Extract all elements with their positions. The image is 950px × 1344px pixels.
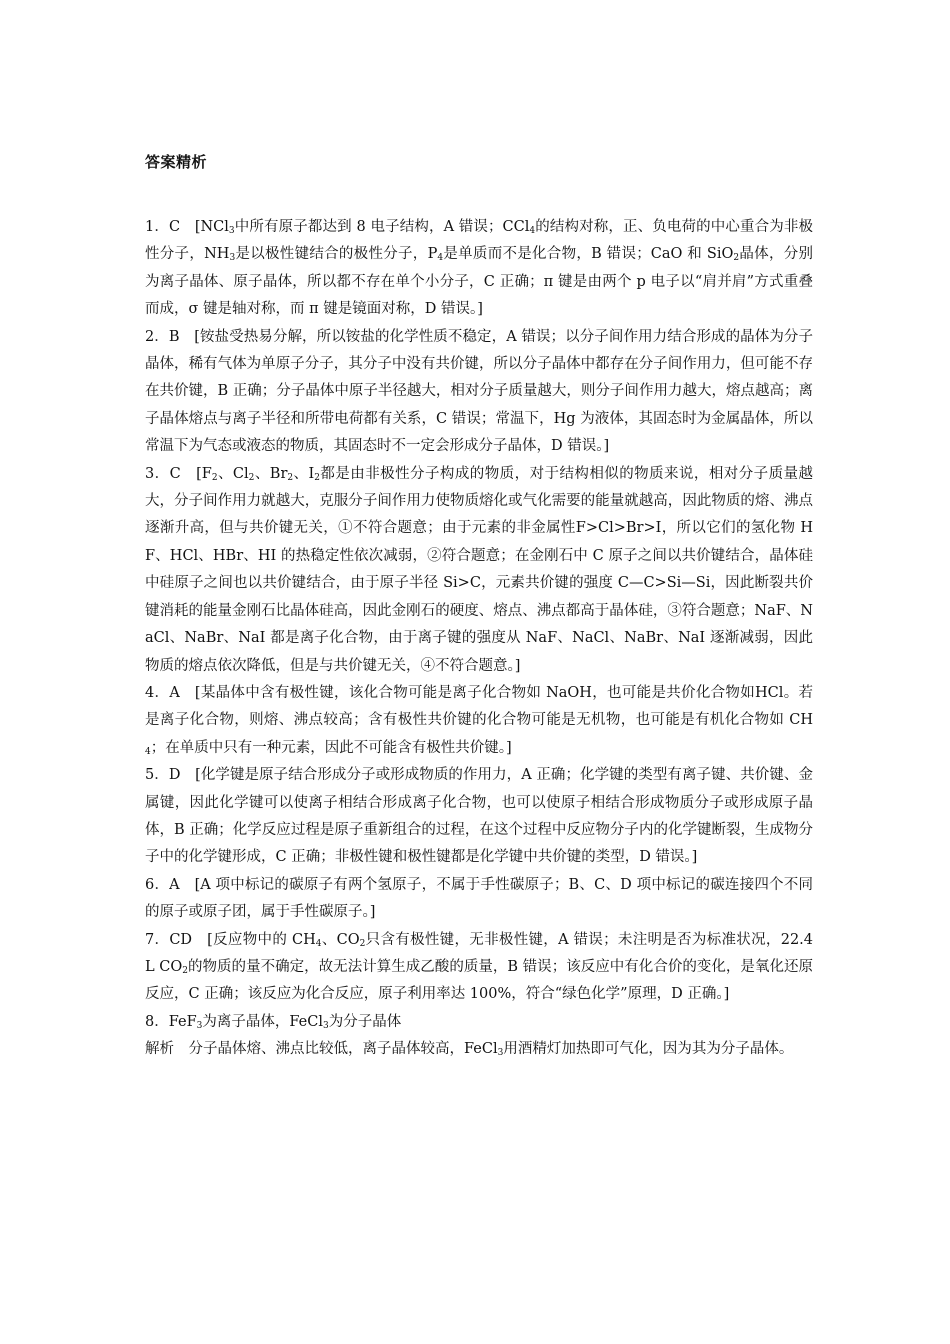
- answer-8: 8．FeF$_3$为离子晶体，FeCl$_3$为分子晶体: [145, 1013, 402, 1031]
- page-title: 答案精析: [145, 153, 208, 171]
- answer-3: 3．C [$F_2$、$Cl_2$、$Br_2$、$I_2$都是由非极性分子构成的物质，对于结构相似的物质来说，相对分子质量越大，分子间作用力就越大，克服分子间作用力使物质熔化或气化需要的能量就越高，因此物质的熔、沸点逐渐升高，但与共价键无关，①不符合题意；由于元素的非金属性F>Cl>Br>I，所以它们的氢化物 HF、HCl、HBr、HI 的热稳定性依次减弱，②符合题意；在金刚石中 C 原子之间以共价键结合，晶体硅中硅原子之间也以共价键结合，由于原子半径 Si>C，元素共价键的强度 C—C>Si—Si，因此断裂共价键消耗的能量金刚石比晶体硅高，因此金刚石的硬度、熔点、沸点都高于晶体硅，③符合题意；NaF、NaCl、NaBr、NaI 都是离子化合物，由于离子键的强度从 NaF、NaCl、NaBr、NaI 逐渐减弱，因此物质的熔点依次降低，但是与共价键无关，④不符合题意。]: [145, 465, 813, 674]
- answer-8-explanation: 解析 分子晶体熔、沸点比较低，离子晶体较高，FeCl$_3$用酒精灯加热即可气化，因为其为分子晶体。: [145, 1041, 794, 1059]
- answer-2: 2．B [铵盐受热易分解，所以铵盐的化学性质不稳定，A 错误；以分子间作用力结合形成的晶体为分子晶体，稀有气体为单原子分子，其分子中没有共价键，所以分子晶体中都存在分子间作用力，但可能不存在共价键，B 正确；分子晶体中原子半径越大，相对分子质量越大，则分子间作用力越大，熔点越高；离子晶体熔点与离子半径和所带电荷都有关系，C 错误；常温下，Hg 为液体，其固态时为金属晶体，所以常温下为气态或液态的物质，其固态时不一定会形成分子晶体，D 错误。]: [145, 328, 813, 455]
- answer-7: 7．CD [反应物中的 $CH_4$、$CO_2$只含有极性键，无非极性键，A 错误；未注明是否为标准状况，22.4 L $CO_2$的物质的量不确定，故无法计算生成乙酸的质量，B 错误；该反应中有化合价的变化，是氧化还原反应，C 正确；该反应为化合反应，原子利用率达 100%，符合“绿色化学”原理，D 正确。]: [145, 931, 814, 1003]
- answer-4: 4．A [某晶体中含有极性键，该化合物可能是离子化合物如 NaOH，也可能是共价化合物如HCl。若是离子化合物，则熔、沸点较高；含有极性共价键的化合物可能是无机物，也可能是有机化合物如 $CH_4$；在单质中只有一种元素，因此不可能含有极性共价键。]: [145, 684, 813, 757]
- answer-6: 6．A [A 项中标记的碳原子有两个氢原子，不属于手性碳原子；B、C、D 项中标记的碳连接四个不同的原子或原子团，属于手性碳原子。]: [145, 876, 813, 921]
- answer-1: 1．C [NCl$_3$中所有原子都达到 8 电子结构，A 错误；CCl$_4$的结构对称，正、负电荷的中心重合为非极性分子，$NH_3$是以极性键结合的极性分子，$P_4$是单质而不是化合物，B 错误；CaO 和 SiO$_2$晶体，分别为离子晶体、原子晶体，所以都不存在单个小分子，C 正确；π 键是由两个 p 电子以“肩并肩”方式重叠而成，σ 键是轴对称，而 π 键是镜面对称，D 错误。]: [145, 219, 813, 318]
- answer-5: 5．D [化学键是原子结合形成分子或形成物质的作用力，A 正确；化学键的类型有离子键、共价键、金属键，因此化学键可以使离子相结合形成离子化合物，也可以使原子相结合形成物质分子或形成原子晶体，B 正确；化学反应过程是原子重新组合的过程，在这个过程中反应物分子内的化学键断裂，生成物分子中的化学键形成，C 正确；非极性键和极性键都是化学键中共价键的类型，D 错误。]: [145, 767, 813, 866]
- answer-list: [145, 214, 813, 1064]
- answer-sheet: [145, 150, 813, 1064]
